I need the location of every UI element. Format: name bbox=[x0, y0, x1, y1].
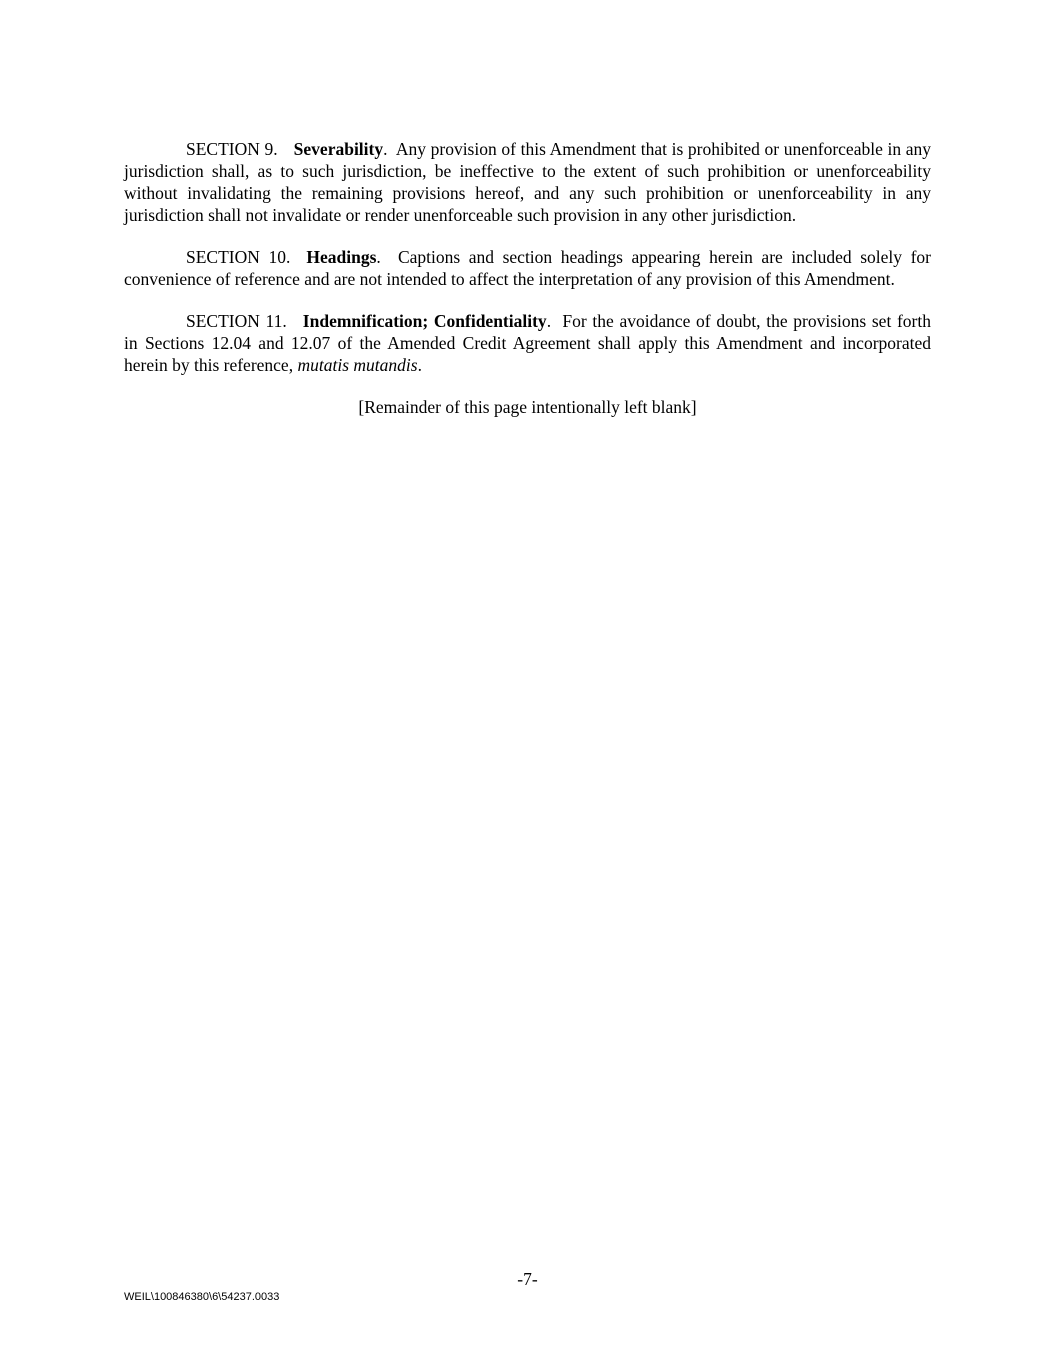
section-body: For the avoidance of doubt, the provisions set forth in Sections 12.04 and 12.07 of the Amended Credit Agreement shall apply this Amendment and incorporated herein by this reference, bbox=[124, 311, 932, 375]
page-number: -7- bbox=[517, 1269, 538, 1289]
section-body-italic: mutatis mutandis bbox=[297, 355, 418, 375]
section-title: Indemnification; Confidentiality bbox=[302, 311, 547, 331]
section-9 bbox=[124, 138, 931, 226]
section-title: Headings bbox=[306, 247, 377, 267]
section-title-punctuation: . bbox=[546, 311, 563, 331]
section-body: Any provision of this Amendment that is prohibited or unenforceable in any jurisdiction shall, as to such jurisdiction, be ineffective to the extent of such prohibition or unenforceability without invalidating the remaining provisions hereof, and any such prohibition or unenforceability in any jurisdiction shall not invalidate or render unenforceable such provision in any other jurisdiction. bbox=[124, 139, 932, 225]
document-body bbox=[124, 138, 931, 418]
section-10 bbox=[124, 246, 931, 290]
section-title-punctuation: . bbox=[376, 247, 398, 267]
section-title: Severability bbox=[293, 139, 384, 159]
remainder-note: [Remainder of this page intentionally left blank] bbox=[358, 397, 697, 417]
section-number: SECTION 11. bbox=[186, 311, 287, 331]
section-number: SECTION 10. bbox=[186, 247, 291, 267]
section-number: SECTION 9. bbox=[186, 139, 278, 159]
section-body-end: . bbox=[417, 355, 422, 375]
document-id: WEIL\100846380\6\54237.0033 bbox=[124, 1291, 280, 1303]
section-body: Captions and section headings appearing herein are included solely for convenience of reference and are not intended to affect the interpretation of any provision of this Amendment. bbox=[124, 247, 932, 289]
section-title-punctuation: . bbox=[383, 139, 396, 159]
section-11 bbox=[124, 310, 931, 376]
